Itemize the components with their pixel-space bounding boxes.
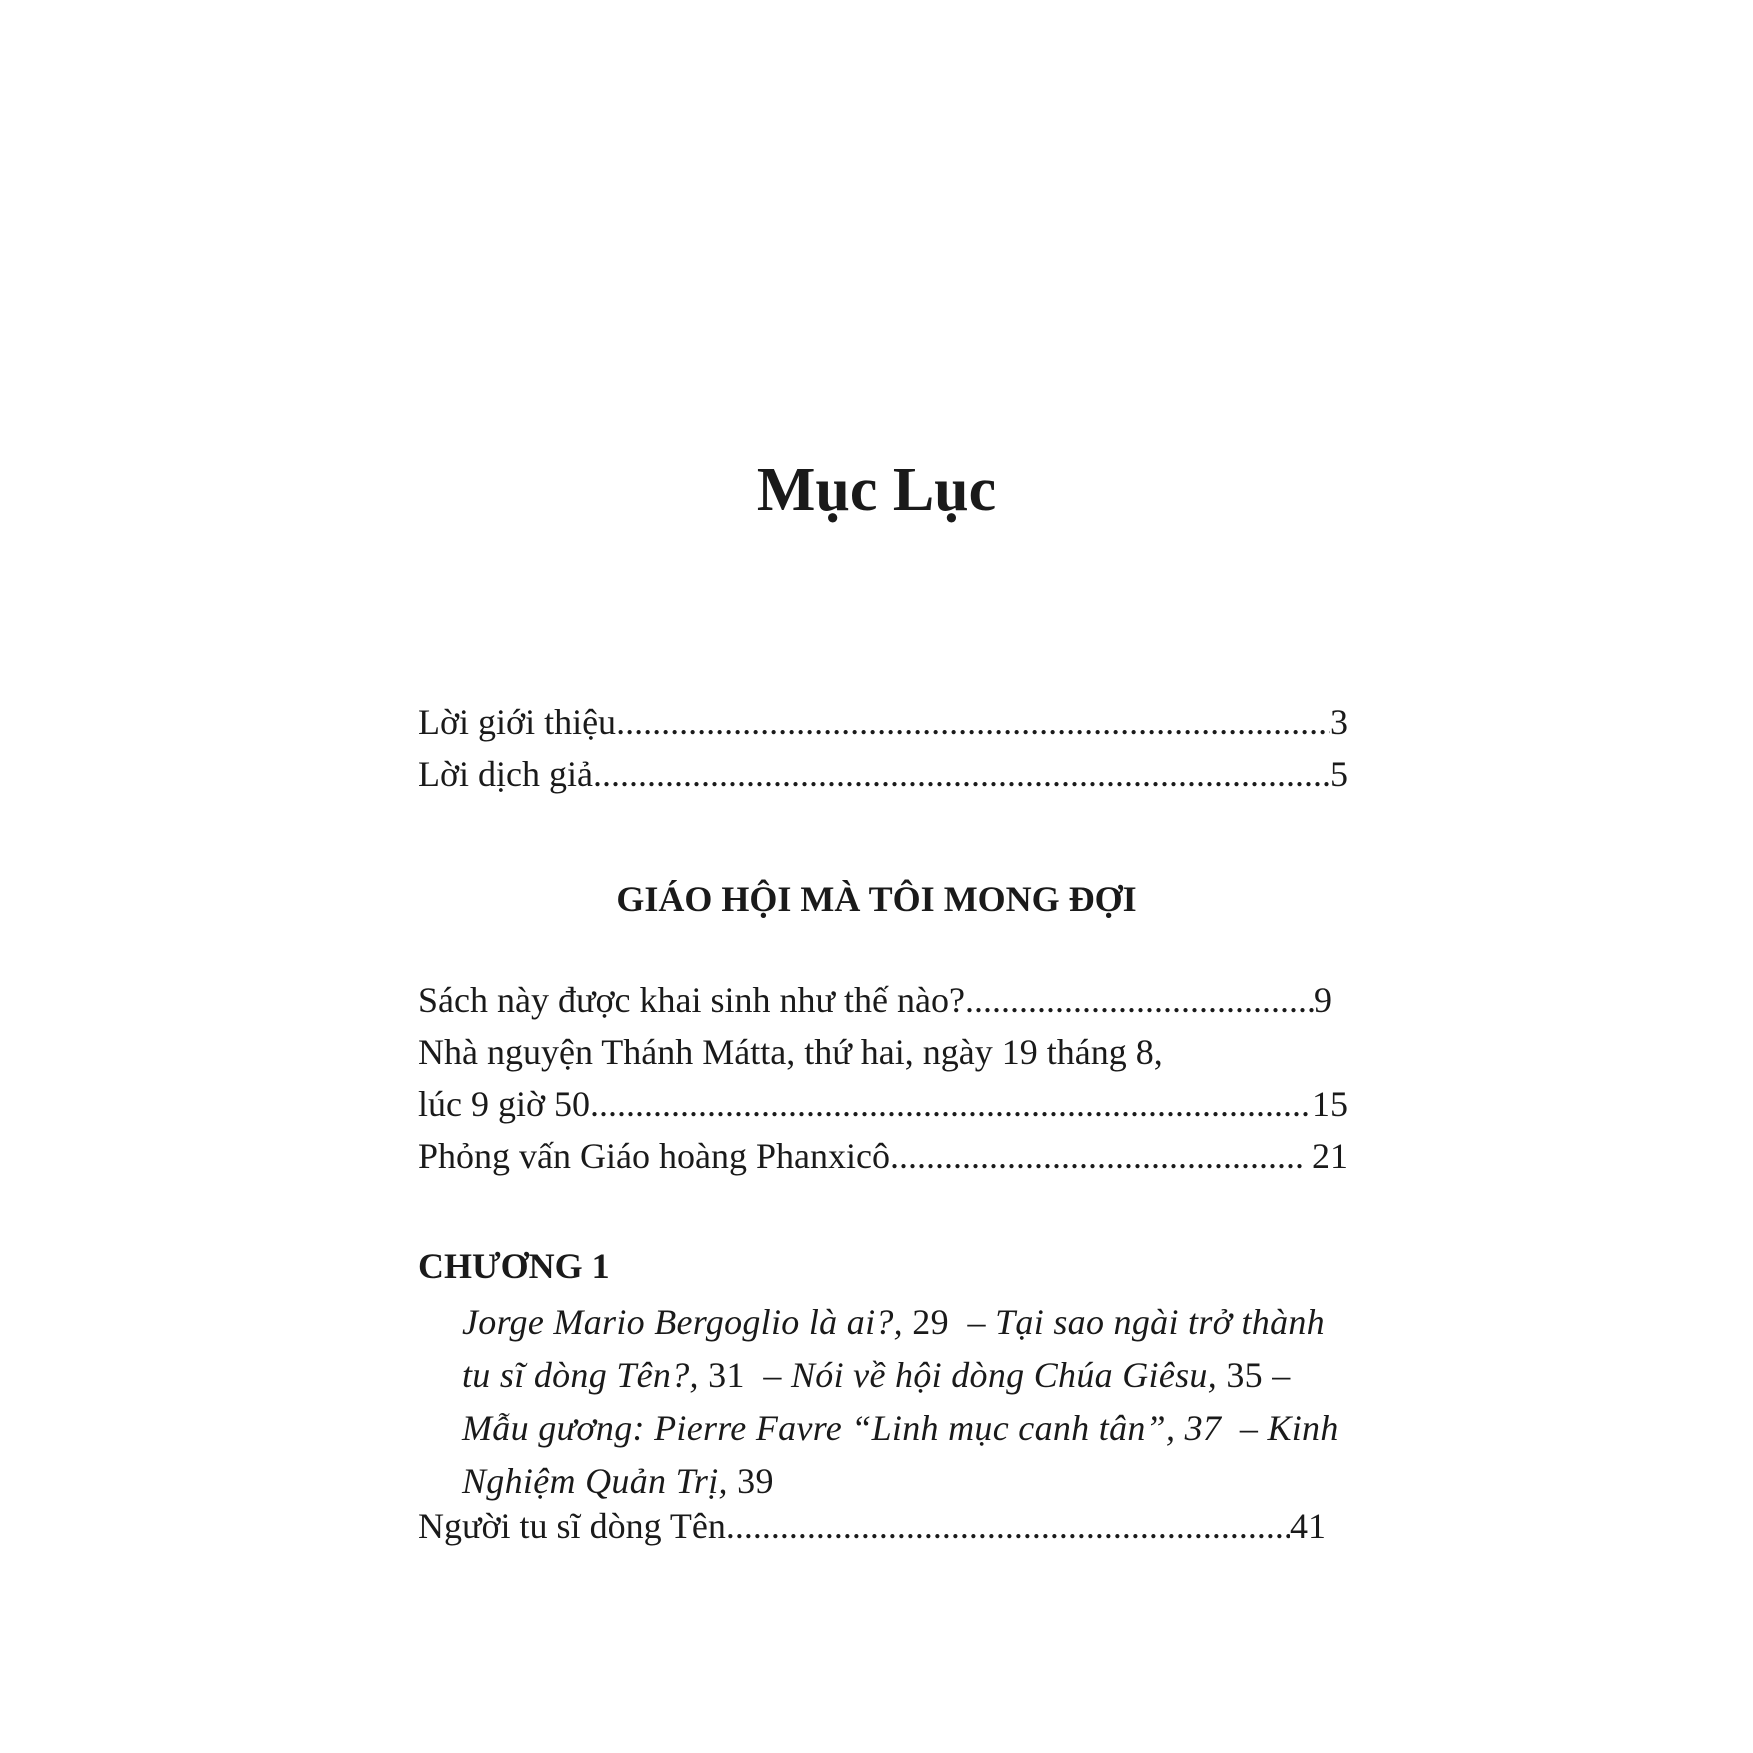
chapter-topic-title[interactable]: Kinh Nghiệm Quản Trị, — [462, 1408, 1339, 1501]
chapter-topic-page: 37 — [1184, 1408, 1222, 1448]
dot-leader — [890, 1134, 1303, 1178]
dot-leader — [616, 700, 1330, 744]
toc-entry-label: Phỏng vấn Giáo hoàng Phanxicô — [418, 1136, 890, 1176]
chapter-heading: CHƯƠNG 1 — [418, 1246, 610, 1286]
dot-leader — [726, 1504, 1290, 1548]
dot-leader — [965, 978, 1314, 1022]
toc-entry-page: 21 — [1303, 1136, 1348, 1176]
toc-entry-jesuit[interactable] — [418, 1504, 1326, 1548]
chapter-topic-title[interactable]: Mẫu gương: Pierre Favre “Linh mục canh tân”, — [462, 1408, 1176, 1448]
chapter-topic-title[interactable]: Nói về hội dòng Chúa Giêsu, — [790, 1355, 1218, 1395]
dot-leader — [593, 752, 1330, 796]
toc-entry-page: 5 — [1330, 754, 1348, 794]
page-title: Mục Lục — [756, 456, 997, 524]
chapter-topic-title[interactable]: Tại sao ngài trở thành tu sĩ dòng Tên?, — [462, 1302, 1325, 1395]
toc-entry-page: 9 — [1314, 980, 1332, 1020]
toc-entry-page: 3 — [1330, 702, 1348, 742]
chapter-topic-page: 29 — [912, 1302, 949, 1342]
toc-entry-chapel-line-2[interactable] — [418, 1082, 1348, 1126]
toc-entry-label: Người tu sĩ dòng Tên — [418, 1506, 726, 1546]
chapter-topic-page: 39 — [737, 1461, 774, 1501]
toc-entry-label: Sách này được khai sinh như thế nào? — [418, 980, 965, 1020]
toc-entry-page: 41 — [1290, 1506, 1326, 1546]
chapter-topics: Jorge Mario Bergoglio là ai?, 29 – Tại sao ngài trở thành tu sĩ dòng Tên?, 31 – Nói về hội dòng Chúa Giêsu, 35 – Mẫu gương: Pierre Favre “Linh mục canh tân”, 37 – Kinh Nghiệm Quản Trị, 39 — [462, 1302, 1339, 1501]
part-heading: GIÁO HỘI MÀ TÔI MONG ĐỢI — [616, 879, 1137, 919]
toc-entry-interview[interactable] — [418, 1134, 1348, 1178]
toc-entry-label: Lời giới thiệu — [418, 702, 617, 742]
toc-entry-page: 15 — [1312, 1084, 1348, 1124]
chapter-topic-page: 35 — [1226, 1355, 1263, 1395]
dot-leader — [590, 1082, 1312, 1126]
toc-entry-introduction[interactable] — [418, 700, 1348, 744]
chapter-topic-title[interactable]: Jorge Mario Bergoglio là ai?, — [462, 1302, 903, 1342]
toc-entry-chapel-line-1[interactable]: Nhà nguyện Thánh Mátta, thứ hai, ngày 19 tháng 8, — [418, 1032, 1163, 1072]
toc-entry-label: Lời dịch giả — [418, 754, 593, 794]
toc-entry-book-origin[interactable] — [418, 978, 1332, 1022]
toc-entry-label: lúc 9 giờ 50 — [418, 1084, 591, 1124]
toc-entry-translator-note[interactable] — [418, 752, 1348, 796]
chapter-topic-page: 31 — [708, 1355, 745, 1395]
